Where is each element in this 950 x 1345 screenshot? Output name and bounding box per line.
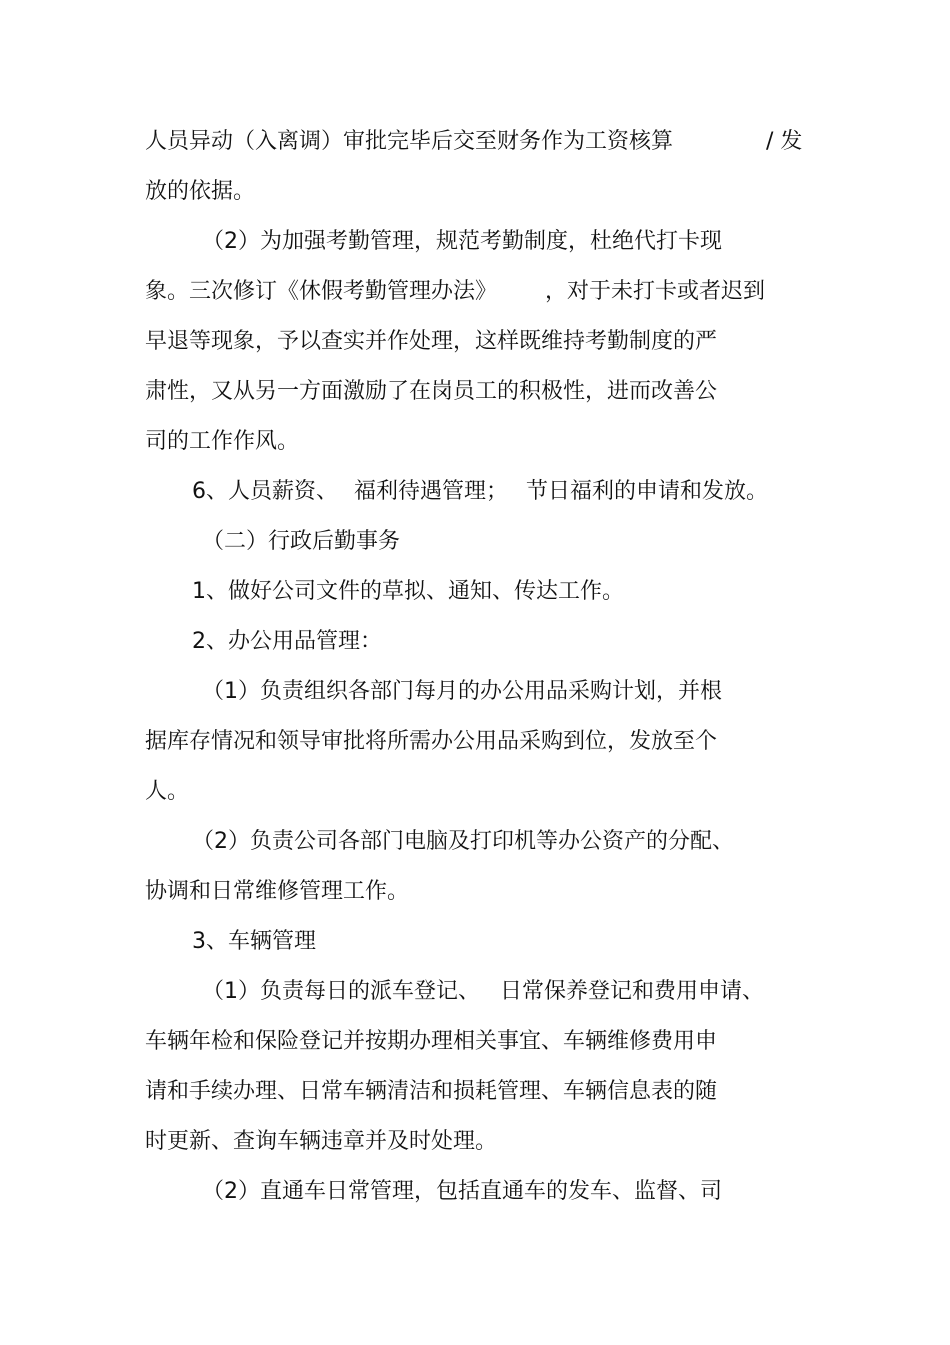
section-heading: （二）行政后勤事务 [202,529,401,554]
text-line: 据库存情况和领导审批将所需办公用品采购到位，发放至个 [145,729,718,754]
text-line: 1、做好公司文件的草拟、通知、传达工作。 [192,579,624,604]
text-line: 6、人员薪资、 [192,479,338,504]
text-line: 车辆年检和保险登记并按期办理相关事宜、车辆维修费用申 [145,1029,718,1054]
text-line: 司的工作作风。 [145,429,300,454]
text-line: 3、车辆管理 [192,929,316,954]
text-line: 协调和日常维修管理工作。 [145,879,410,904]
text-line: （2）负责公司各部门电脑及打印机等办公资产的分配、 [192,829,734,854]
text-line: 早退等现象，予以查实并作处理，这样既维持考勤制度的严 [145,329,718,354]
text-line: ，对于未打卡或者迟到 [545,279,766,304]
text-line: （1）负责组织各部门每月的办公用品采购计划，并根 [202,679,722,704]
text-line: 人员异动（入离调）审批完毕后交至财务作为工资核算 [145,129,674,154]
text-line: 肃性，又从另一方面激励了在岗员工的积极性，进而改善公 [145,379,718,404]
text-line: 放的依据。 [145,179,256,204]
text-line: 象。三次修订《休假考勤管理办法》 [145,279,498,304]
text-line: 2、办公用品管理： [192,629,382,654]
text-line: 福利待遇管理； [354,479,509,504]
text-line: （1）负责每日的派车登记、 [202,979,480,1004]
text-line: 请和手续办理、日常车辆清洁和损耗管理、车辆信息表的随 [145,1079,718,1104]
text-line: 节日福利的申请和发放。 [526,479,769,504]
text-line: （2）直通车日常管理，包括直通车的发车、监督、司 [202,1179,722,1204]
text-line: 人。 [145,779,190,804]
text-line: （2）为加强考勤管理，规范考勤制度，杜绝代打卡现 [202,229,722,254]
text-line: 时更新、查询车辆违章并及时处理。 [145,1129,498,1154]
text-line: / 发 [766,129,803,154]
text-line: 日常保养登记和费用申请、 [500,979,765,1004]
